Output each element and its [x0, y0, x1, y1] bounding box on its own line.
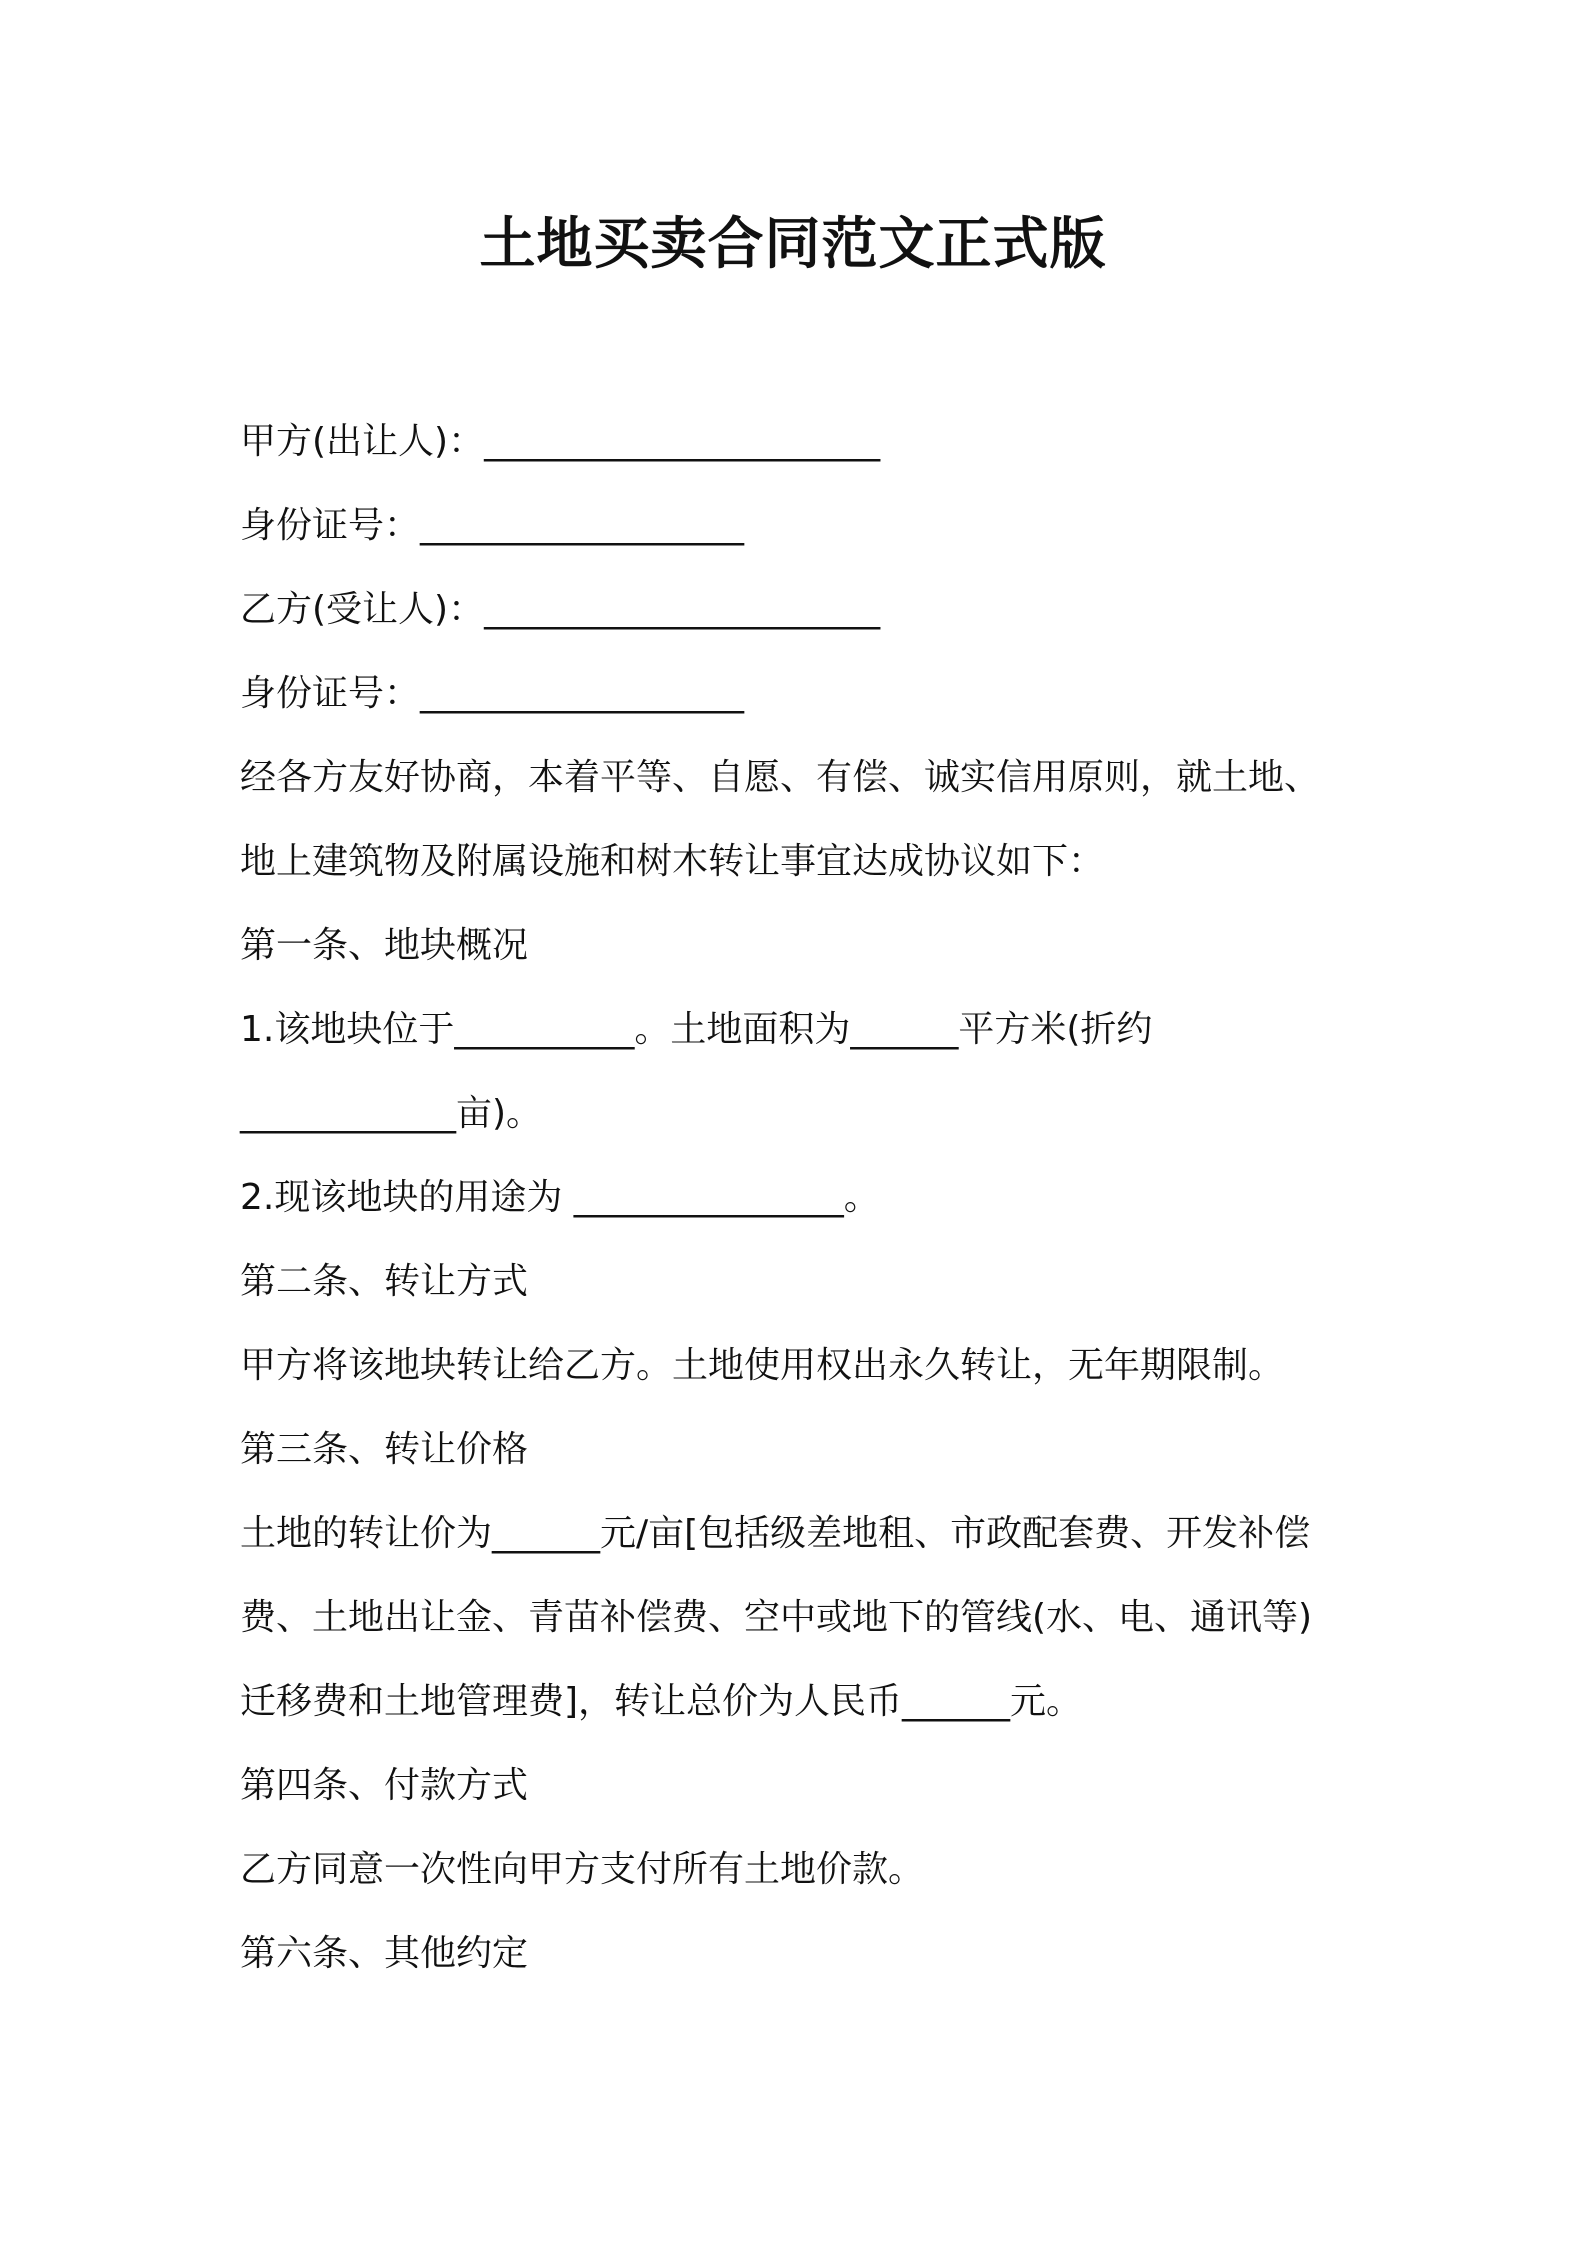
article-4-heading: 第四条、付款方式 [240, 1765, 529, 1806]
preamble-line-1: 经各方友好协商，本着平等、自愿、有偿、诚实信用原则，就土地、 [240, 757, 1321, 798]
article-3-heading: 第三条、转让价格 [240, 1429, 529, 1470]
article-1-item-2: 2.现该地块的用途为 _______________。 [240, 1177, 880, 1218]
article-1-item-1-line-1: 1.该地块位于__________。土地面积为______平方米(折约 [240, 1009, 1153, 1050]
document-title: 土地买卖合同范文正式版 [479, 212, 1107, 277]
article-6-heading: 第六条、其他约定 [240, 1933, 529, 1974]
preamble-line-2: 地上建筑物及附属设施和树木转让事宜达成协议如下： [240, 841, 1105, 882]
article-1-heading: 第一条、地块概况 [240, 925, 529, 966]
party-b-id-line: 身份证号：__________________ [240, 673, 745, 714]
document-body [240, 400, 1360, 1996]
party-b-line: 乙方(受让人)：______________________ [240, 589, 881, 630]
article-3-text-line-1: 土地的转让价为______元/亩[包括级差地租、市政配套费、开发补偿 [240, 1513, 1311, 1554]
party-a-line: 甲方(出让人)：______________________ [240, 421, 881, 462]
article-3-text-line-3: 迁移费和土地管理费]，转让总价为人民币______元。 [240, 1681, 1083, 1722]
article-2-heading: 第二条、转让方式 [240, 1261, 529, 1302]
article-4-text: 乙方同意一次性向甲方支付所有土地价款。 [240, 1849, 925, 1890]
article-3-text-line-2: 费、土地出让金、青苗补偿费、空中或地下的管线(水、电、通讯等) [240, 1597, 1313, 1638]
article-2-text: 甲方将该地块转让给乙方。土地使用权出永久转让，无年期限制。 [240, 1345, 1285, 1386]
article-1-item-1-line-2: ____________亩)。 [240, 1093, 543, 1134]
party-a-id-line: 身份证号：__________________ [240, 505, 745, 546]
